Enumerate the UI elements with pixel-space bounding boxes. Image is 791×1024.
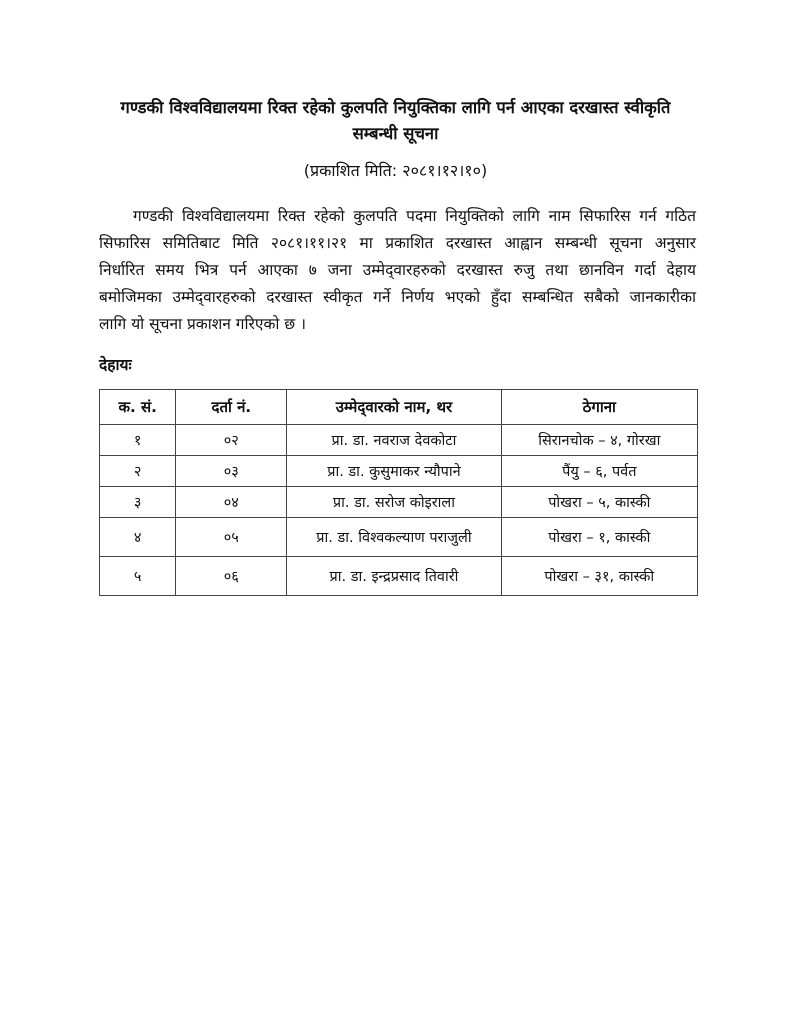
candidate-name-cell: प्रा. डा. नवराज देवकोटा (287, 425, 501, 456)
table-row (100, 425, 698, 456)
serial-cell: २ (100, 456, 176, 487)
notice-title-line-1: गण्डकी विश्वविद्यालयमा रिक्त रहेको कुलपति नियुक्तिका लागि पर्न आएका दरखास्त स्वीकृति (120, 98, 671, 117)
serial-cell: ५ (100, 557, 176, 596)
registration-cell: ०६ (176, 557, 287, 596)
table-row (100, 456, 698, 487)
table-row (100, 487, 698, 518)
notice-title-line-2: सम्बन्धी सूचना (352, 124, 439, 143)
address-cell: पैंयु – ६, पर्वत (501, 456, 697, 487)
header-registration-no: दर्ता नं. (176, 390, 287, 425)
header-serial: क. सं. (100, 390, 176, 425)
paragraph-line-5: लागि यो सूचना प्रकाशन गरिएको छ । (99, 315, 306, 333)
serial-cell: ३ (100, 487, 176, 518)
header-candidate-name: उम्मेद्‌वारको नाम, थर (287, 390, 501, 425)
table-row (100, 557, 698, 596)
address-cell: पोखरा – १, कास्की (501, 518, 697, 557)
candidate-name-cell: प्रा. डा. सरोज कोइराला (287, 487, 501, 518)
registration-cell: ०५ (176, 518, 287, 557)
header-address: ठेगाना (501, 390, 697, 425)
dehaya-label: देहायः (99, 356, 132, 374)
address-cell: सिरानचोक – ४, गोरखा (501, 425, 697, 456)
candidate-name-cell: प्रा. डा. विश्वकल्याण पराजुली (287, 518, 501, 557)
paragraph-line-4: बमोजिमका उम्मेद्‌वारहरुको दरखास्त स्वीकृत गर्ने निर्णय भएको हुँदा सम्बन्धित सबैको जानकारीका (99, 288, 696, 306)
candidates-table (99, 389, 698, 596)
serial-cell: ४ (100, 518, 176, 557)
paragraph-line-2: सिफारिस समितिबाट मिति २०८१।११।२१ मा प्रकाशित दरखास्त आह्वान सम्बन्धी सूचना अनुसार (99, 234, 696, 252)
candidate-name-cell: प्रा. डा. कुसुमाकर न्यौपाने (287, 456, 501, 487)
registration-cell: ०२ (176, 425, 287, 456)
serial-cell: १ (100, 425, 176, 456)
address-cell: पोखरा – ५, कास्की (501, 487, 697, 518)
paragraph-line-3: निर्धारित समय भित्र पर्न आएका ७ जना उम्मेद्‌वारहरुको दरखास्त रुजु तथा छानविन गर्दा देहाय (99, 261, 696, 279)
table-header-row (100, 390, 698, 425)
registration-cell: ०३ (176, 456, 287, 487)
table-row (100, 518, 698, 557)
candidate-name-cell: प्रा. डा. इन्द्रप्रसाद तिवारी (287, 557, 501, 596)
paragraph-line-1: गण्डकी विश्वविद्यालयमा रिक्त रहेको कुलपति पदमा नियुक्तिको लागि नाम सिफारिस गर्न गठित (133, 207, 696, 225)
registration-cell: ०४ (176, 487, 287, 518)
address-cell: पोखरा – ३१, कास्की (501, 557, 697, 596)
publish-date: (प्रकाशित मिति: २०८१।१२।१०) (303, 161, 488, 180)
